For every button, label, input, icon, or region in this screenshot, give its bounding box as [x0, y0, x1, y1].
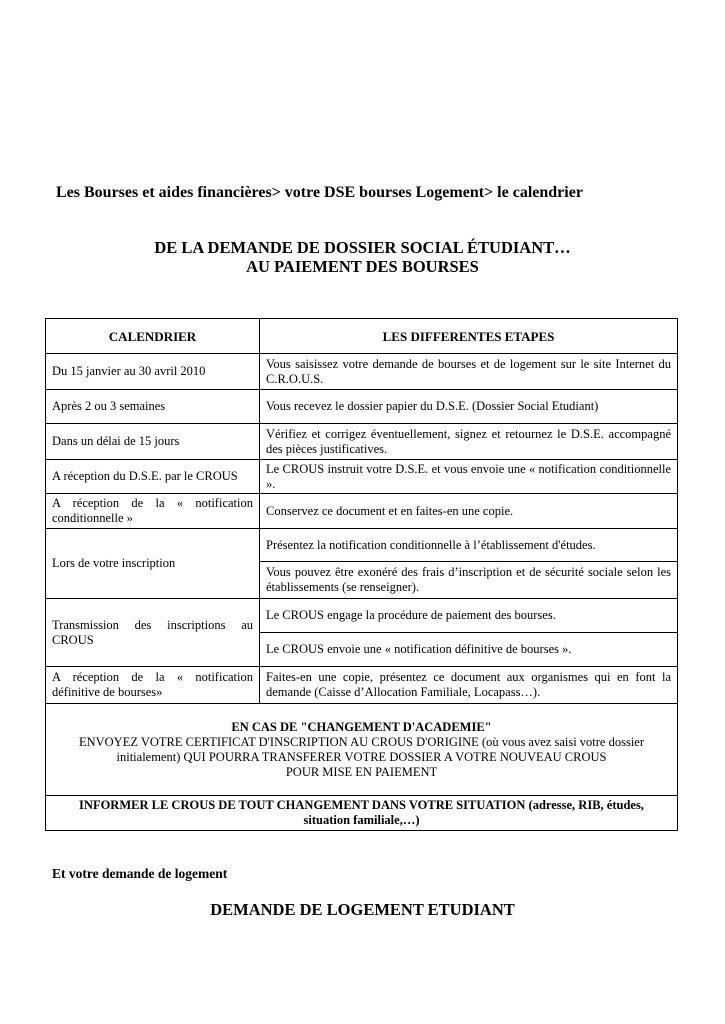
row-step: Vous recevez le dossier papier du D.S.E. (Dossier Social Etudiant) — [260, 390, 678, 424]
row-step: Présentez la notification conditionnelle à l’établissement d'études. — [260, 529, 678, 562]
academy-change-notice — [46, 704, 678, 796]
row-step: Vérifiez et corrigez éventuellement, signez et retournez le D.S.E. accompagné des pièces justificatives. — [260, 424, 678, 460]
row-date: A réception de la « notification définitive de bourses» — [46, 667, 260, 704]
row-step: Le CROUS engage la procédure de paiement des bourses. — [260, 599, 678, 633]
row-step: Conservez ce document et en faites-en une copie. — [260, 494, 678, 529]
logement-title: DEMANDE DE LOGEMENT ETUDIANT — [210, 900, 515, 919]
table-row — [46, 390, 678, 424]
table-row — [46, 529, 678, 562]
row-date: Lors de votre inscription — [46, 529, 260, 599]
notice-line-1: ENVOYEZ VOTRE CERTIFICAT D'INSCRIPTION AU CROUS D'ORIGINE (où vous avez saisi votre dossier — [78, 734, 645, 749]
inform-line-1: INFORMER LE CROUS DE TOUT CHANGEMENT DANS VOTRE SITUATION (adresse, RIB, études, — [79, 798, 644, 812]
row-date: Du 15 janvier au 30 avril 2010 — [46, 354, 260, 390]
row-date: Après 2 ou 3 semaines — [46, 390, 260, 424]
page-title-line-1: DE LA DEMANDE DE DOSSIER SOCIAL ÉTUDIANT… — [154, 238, 571, 257]
table-row — [46, 494, 678, 529]
page-title — [0, 238, 725, 276]
header-calendrier: CALENDRIER — [46, 319, 260, 354]
row-step: Vous saisissez votre demande de bourses et de logement sur le site Internet du C.R.O.U.S. — [260, 354, 678, 390]
notice-row — [46, 704, 678, 796]
row-step: Faites-en une copie, présentez ce document aux organismes qui en font la demande (Caisse d’Allocation Familiale, Locapass…). — [260, 667, 678, 704]
table-row — [46, 424, 678, 460]
row-date: Transmission des inscriptions au CROUS — [46, 599, 260, 667]
table-header-row — [46, 319, 678, 354]
row-date: Dans un délai de 15 jours — [46, 424, 260, 460]
row-date: A réception de la « notification conditionnelle » — [46, 494, 260, 529]
table-row — [46, 599, 678, 633]
table-row — [46, 667, 678, 704]
header-etapes: LES DIFFERENTES ETAPES — [260, 319, 678, 354]
page-title-line-2: AU PAIEMENT DES BOURSES — [246, 257, 479, 276]
inform-line-2: situation familiale,…) — [303, 813, 420, 827]
inform-notice — [46, 796, 678, 831]
row-date: A réception du D.S.E. par le CROUS — [46, 460, 260, 494]
table-row — [46, 354, 678, 390]
notice-line-2: initialement) QUI POURRA TRANSFERER VOTRE DOSSIER A VOTRE NOUVEAU CROUS — [116, 749, 607, 764]
logement-subheading: Et votre demande de logement — [52, 866, 228, 881]
row-step: Le CROUS envoie une « notification définitive de bourses ». — [260, 633, 678, 667]
calendar-table — [45, 318, 678, 831]
table-row — [46, 460, 678, 494]
breadcrumb: Les Bourses et aides financières> votre DSE bourses Logement> le calendrier — [56, 184, 583, 201]
row-step: Le CROUS instruit votre D.S.E. et vous envoie une « notification conditionnelle ». — [260, 460, 678, 494]
notice-line-3: POUR MISE EN PAIEMENT — [285, 764, 438, 779]
row-step: Vous pouvez être exonéré des frais d’inscription et de sécurité sociale selon les établissements (se renseigner). — [260, 562, 678, 599]
notice-title: EN CAS DE "CHANGEMENT D'ACADEMIE" — [231, 719, 492, 734]
inform-row — [46, 796, 678, 831]
